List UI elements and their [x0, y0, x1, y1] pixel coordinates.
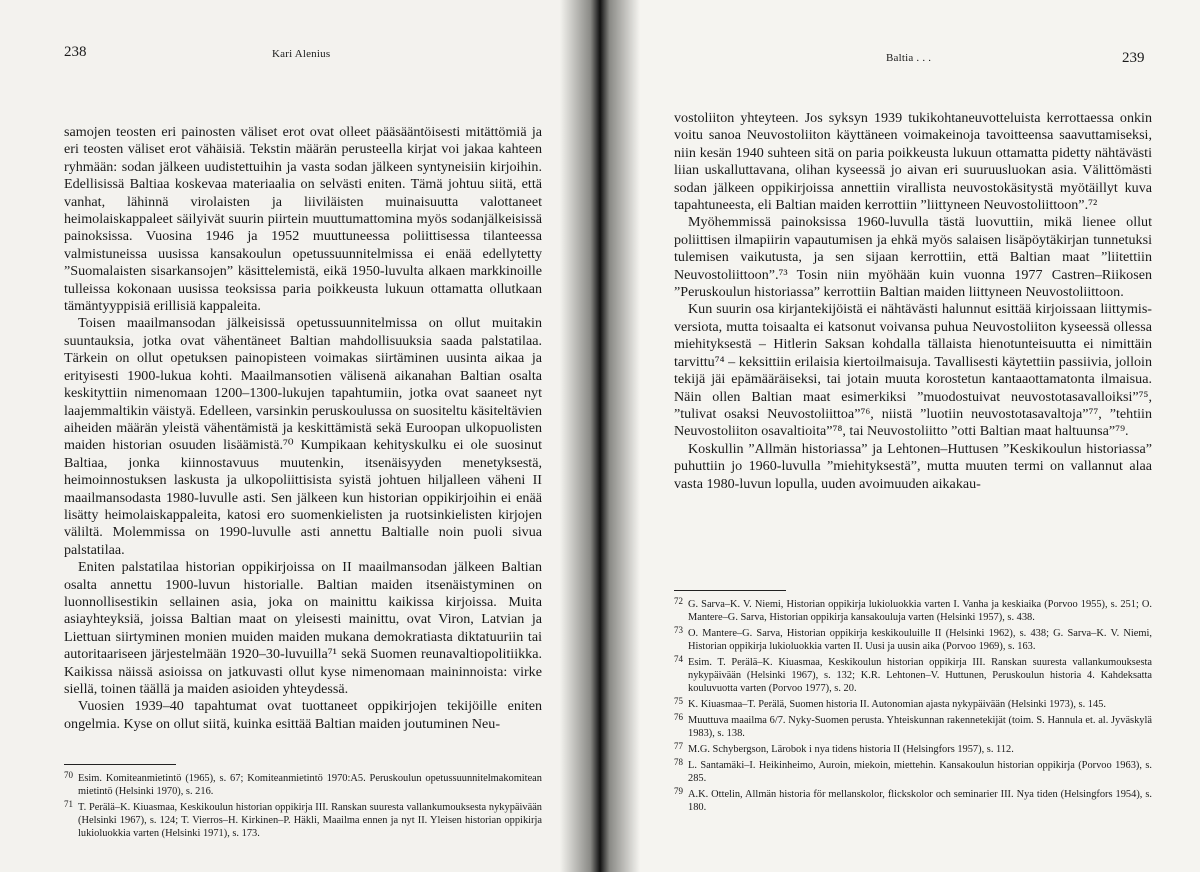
footnote: [64, 801, 542, 840]
paragraph: vostoliiton yhteyteen. Jos syksyn 1939 tukikohtaneuvotteluista kerrottaessa onkin voitu sanoa Neuvostoliiton käyttäneen voimakeinoja tavoitteensa saavuttamiseksi, niin kesän 1940 suhteen sitä on paria poikkeusta lukuun ottamatta pidetty nähtävästi liian uskalluttavana, olihan kyseessä jo aivan eri suuruusluokan asia. Välittömästi sodan jälkeen oppikirjoissa annettiin virallista neuvostokäsitystä myötäillyt kuva tapahtuneesta, eli Baltian maiden kerrottiin ”liittyneen Neuvostoliittoon”.⁷²: [674, 110, 1152, 214]
right-footnotes: [674, 598, 1152, 817]
footnote-text: T. Perälä–K. Kiuasmaa, Keskikoulun historian oppikirja III. Ranskan suuresta vallankumouksesta nykypäivään (Helsinki 1967), s. 124; T. Vierros–H. Kirkinen–P. Häkli, Maailma ennen ja nyt II. Yleisen historian oppikirja lukioluokkia varten (Helsinki 1971), s. 173.: [78, 802, 542, 839]
footnote-number: 78: [674, 757, 683, 767]
footnote-number: 73: [674, 625, 683, 635]
running-head: Kari Alenius: [272, 48, 331, 60]
footnote-number: 70: [64, 770, 73, 780]
footnote-text: M.G. Schybergson, Lärobok i nya tidens historia II (Helsingfors 1957), s. 112.: [688, 744, 1014, 755]
footnote-text: Esim. T. Perälä–K. Kiuasmaa, Keskikoulun historian oppikirja III. Ranskan suuresta vallankumouksesta nykypäivään (Helsinki 1967), s. 132; K.R. Lehtonen–V. Huttunen, Peruskoulun historia 4. Kahdeksatta kouluvuotta varten (Porvoo 1977), s. 20.: [688, 657, 1152, 694]
footnote: [674, 598, 1152, 624]
book-gutter: [560, 0, 640, 872]
footnote-text: L. Santamäki–I. Heikinheimo, Auroin, miekoin, miettehin. Kansakoulun historian oppikirja (Porvoo 1963), s. 285.: [688, 760, 1152, 784]
left-page: [0, 0, 592, 872]
paragraph: Kun suurin osa kirjantekijöistä ei nähtävästi halunnut esittää kirjoissaan liittymis-versiota, mutta toisaalta ei katsonut voivansa puhua Neuvostoliiton kyseessä ollessa miehityksestä – Hitlerin Saksan kohdalla tällaista hienotunteisuutta ei nimittäin tarvittu⁷⁴ – keksittiin erilaisia kiertoilmaisuja. Tavallisesti käytettiin passiivia, jolloin tekijä jäi epämääräiseksi, tai jotain muuta korostetun kantaaottamatonta ilmaisua. Näin ollen Baltian maat esimerkiksi ”muodostuivat neuvostotasavalloiksi”⁷⁵, ”tulivat osaksi Neuvostoliittoa”⁷⁶, niistä ”luotiin neuvostotasavaltoja”⁷⁷, ”tehtiin Neuvostoliiton osavaltioita”⁷⁸, tai Neuvostoliitto ”otti Baltian maat haltuunsa”⁷⁹.: [674, 301, 1152, 440]
footnote: [674, 788, 1152, 814]
footnote: [674, 759, 1152, 785]
footnote: [674, 714, 1152, 740]
footnote-text: Muuttuva maailma 6/7. Nyky-Suomen perusta. Yhteiskunnan rakennetekijät (toim. S. Hannula et. al. Jyväskylä 1983), s. 138.: [688, 715, 1152, 739]
footnote-text: Esim. Komiteanmietintö (1965), s. 67; Komiteanmietintö 1970:A5. Peruskoulun opetussuunnitelmakomitean mietintö (Helsinki 1970), s. 216.: [78, 773, 542, 797]
footnote-text: A.K. Ottelin, Allmän historia för mellanskolor, flickskolor och seminarier III. Nya tiden (Helsingfors 1954), s. 180.: [688, 789, 1152, 813]
paragraph: Koskullin ”Allmän historiassa” ja Lehtonen–Huttusen ”Keskikoulun historiassa” puhuttiin jo 1960-luvulla ”miehityksestä”, mutta muuten termi on vallannut alaa vasta 1980-luvun lopulla, uuden avoimuuden aikakau-: [674, 440, 1152, 492]
footnote-number: 77: [674, 741, 683, 751]
footnote-number: 76: [674, 712, 683, 722]
running-head: Baltia . . .: [886, 52, 932, 64]
footnote: [674, 656, 1152, 695]
footnote-number: 79: [674, 786, 683, 796]
footnote-text: G. Sarva–K. V. Niemi, Historian oppikirja lukioluokkia varten I. Vanha ja keskiaika (Porvoo 1955), s. 251; O. Mantere–G. Sarva, Historian oppikirja kansakouluja varten (Helsinki 1957), s. 438.: [688, 599, 1152, 623]
footnote-rule: [64, 764, 176, 765]
footnote-text: O. Mantere–G. Sarva, Historian oppikirja keskikouluille II (Helsinki 1962), s. 438; G. Sarva–K. V. Niemi, Historian oppikirja lukioluokkia varten II. Uusi ja uusin aika (Porvoo 1969), s. 163.: [688, 628, 1152, 652]
right-page: [608, 0, 1200, 872]
page-number: 238: [64, 44, 87, 60]
footnote-text: K. Kiuasmaa–T. Perälä, Suomen historia II. Autonomian ajasta nykypäivään (Helsinki 1973), s. 145.: [688, 699, 1106, 710]
footnote-number: 75: [674, 696, 683, 706]
left-body: [64, 124, 542, 733]
left-footnotes: [64, 772, 542, 843]
footnote: [64, 772, 542, 798]
footnote-number: 74: [674, 654, 683, 664]
footnote: [674, 627, 1152, 653]
page-number: 239: [1122, 50, 1145, 66]
paragraph: Toisen maailmansodan jälkeisissä opetussuunnitelmissa on ollut muitakin suuntauksia, jotka ovat vähentäneet Baltian mahdollisuuksia saada palstatilaa. Tärkein on ollut opetuksen painopisteen voimakas siirtäminen uusinta aikaa ja erityisesti 1900-lukua kohti. Maailmansotien välisenä aikanahan Baltian osalta keskityttiin nimenomaan 1200–1300-lukujen tapahtumiin, jotka ovat saaneet nyt laajemmaltikin väistyä. Edelleen, varsinkin peruskoulussa on suositeltu käsiteltävien aiheiden määrän yleistä vähentämistä ja keskittämistä sekä Euroopan ulkopuolisten maiden historian osuuden lisäämistä.⁷⁰ Kumpikaan kehityskulku ei ole suosinut Baltiaa, jonka kiinnostavuus muutenkin, itsenäisyyden menetyksestä, heimoinnostuksen laskusta ja ulkopoliittisista syistä johtuen hiljalleen väheni II maailmansodasta 1980-luvulle asti. Sen jälkeen kun historian oppikirjoihin ei enää lisätty heimolaiskappaleita, katosi ero suomenkielisten ja ruotsinkielisten kirjojen väliltä. Molemmissa on 1990-luvulle asti annettu Baltialle noin puoli sivua palstatilaa.: [64, 315, 542, 558]
paragraph: Vuosien 1939–40 tapahtumat ovat tuottaneet oppikirjojen tekijöille eniten ongelmia. Kyse on ollut siitä, kuinka esittää Baltian maiden joutuminen Neu-: [64, 698, 542, 732]
footnote: [674, 743, 1152, 756]
footnote-number: 72: [674, 596, 683, 606]
footnote: [674, 698, 1152, 711]
paragraph: samojen teosten eri painosten väliset erot ovat olleet pääsääntöisesti mitättömiä ja eri teosten väliset erot vähäisiä. Tekstin määrän perusteella kirjat voi jakaa kahteen ryhmään: sodan jälkeen uudistettuihin ja vasta sodan jälkeen syntyneisiin kirjoihin. Edellisissä Baltiaa koskevaa materiaalia on selvästi eniten. Tämä johtuu siitä, että vanhat, lähinnä virolaisten ja liiviläisten muinaisuutta valottaneet heimolaiskappaleet säilyivät suurin piirtein muuttumattomina myös sodanjälkeisissä painoksissa. Vuosina 1946 ja 1952 muuttuneessa poliittisessa tilanteessa valmistuneissa uusissa kansakoulun opetussuunnitelmissa ei enää edellytetty ”Suomalaisten sisarkansojen” käsittelemistä, eikä 1950-luvulta alkaen markkinoille tulleissa kokonaan uusissa teoksissa paria poikkeusta lukuun ottamatta ollutkaan tämäntyyppisiä erillisiä kappaleita.: [64, 124, 542, 315]
paragraph: Myöhemmissä painoksissa 1960-luvulla tästä luovuttiin, mikä lienee ollut poliittisen ilmapiirin vapautumisen ja ehkä myös salaisen lisäpöytäkirjan tunnetuksi tulemisen vaikutusta, ja sen sijaan kerrottiin, että Baltian maat ”liitettiin Neuvostoliittoon”.⁷³ Tosin niin myöhään kuin vuonna 1977 Castren–Riikosen ”Peruskoulun historiassa” kerrottiin Baltian maiden liittyneen Neuvostoliittoon.: [674, 214, 1152, 301]
footnote-number: 71: [64, 799, 73, 809]
right-body: [674, 110, 1152, 493]
paragraph: Eniten palstatilaa historian oppikirjoissa on II maailmansodan jälkeen Baltian osalta annettu 1900-luvun historialle. Baltian maiden itsenäistyminen on luonnollisestikin sellainen asia, joka on mainittu kaikissa kirjoissa. Muita asiayhteyksiä, joissa Baltian maat on yleisesti mainittu, ovat Viron, Latvian ja Liettuan siirtyminen monien muiden maiden mukana demokratiasta diktatuuriin tai autoritaariseen järjestelmään 1920–30-luvuilla⁷¹ sekä Suomen reunavaltiopolitiikka. Kaikissa näissä asioissa on jatkuvasti ollut kyse nimenomaan maininnoista: virke siellä, toinen täällä ja maiden asioiden yhteydessä.: [64, 559, 542, 697]
footnote-rule: [674, 590, 786, 591]
